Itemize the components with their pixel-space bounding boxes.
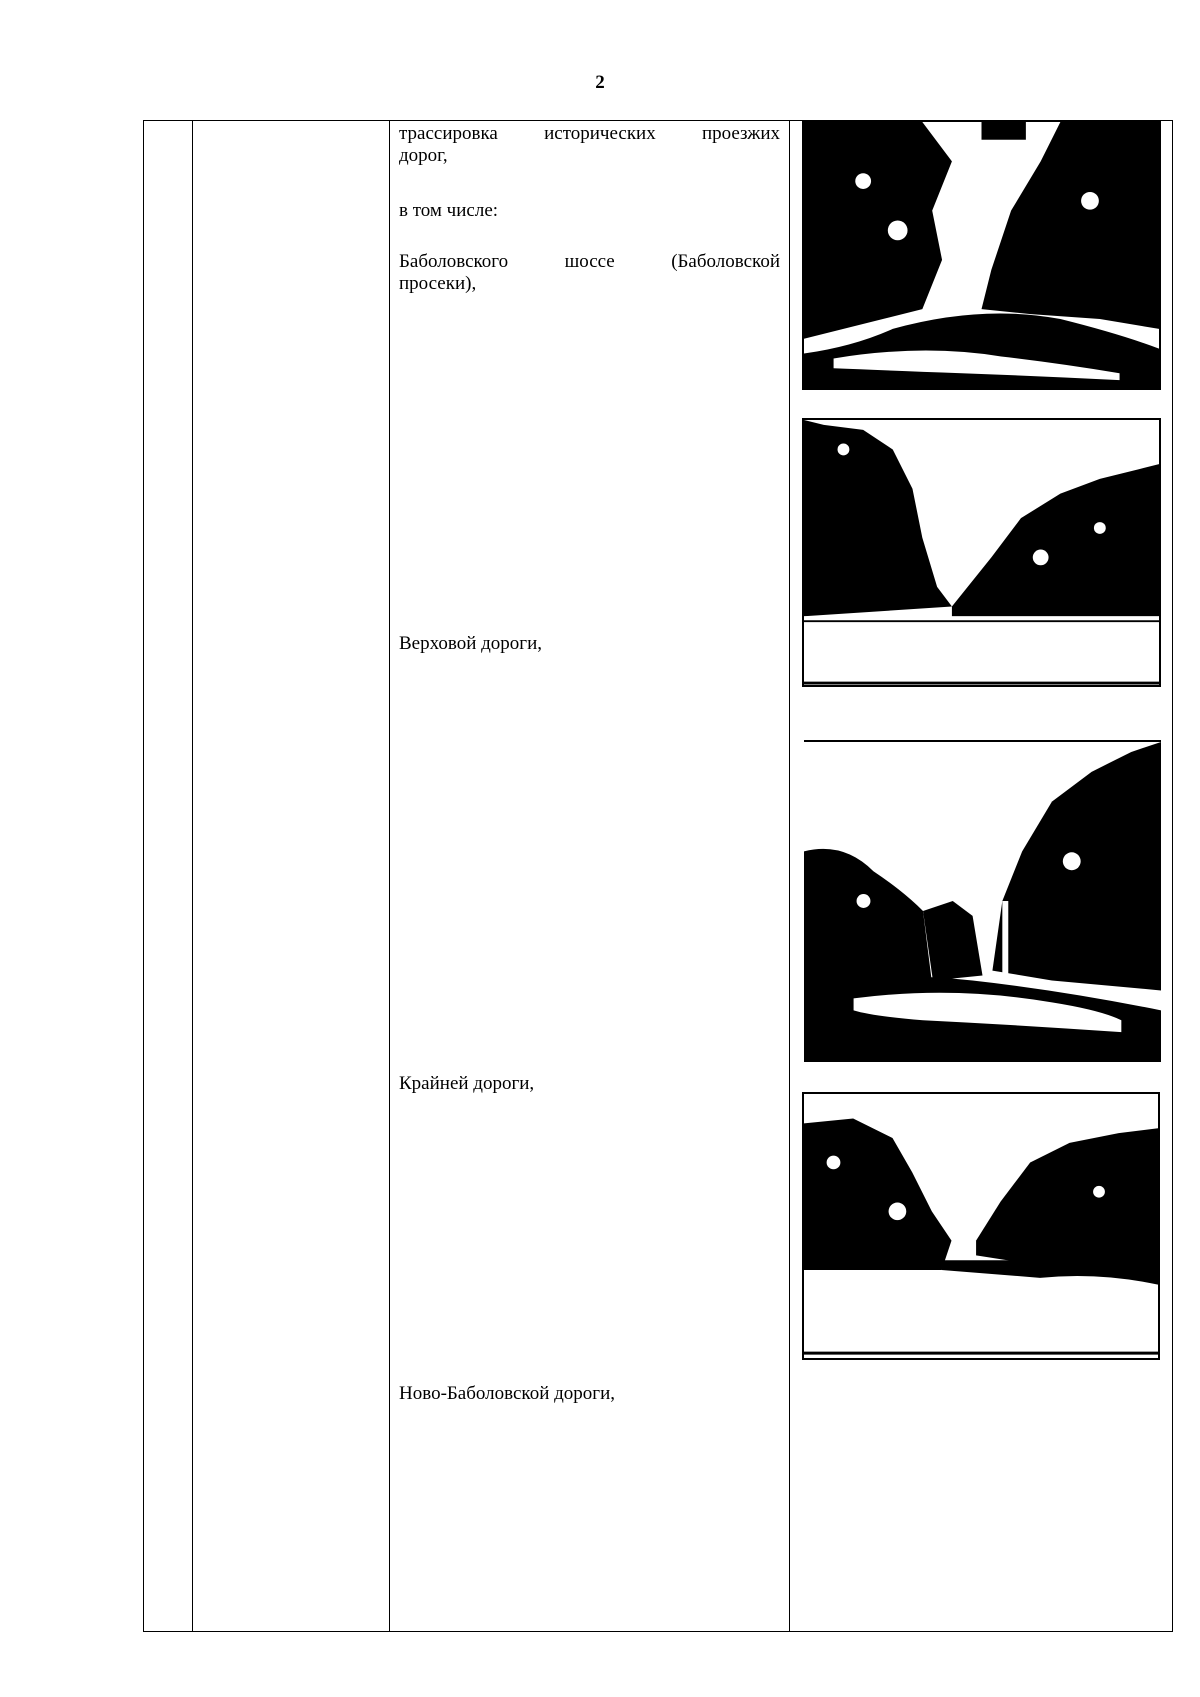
forest-road-photo-1	[802, 120, 1161, 390]
road-krainyaya: Крайней дороги,	[399, 1073, 535, 1094]
forest-road-photo-4	[802, 1092, 1160, 1360]
intro-line-1: трассировка исторических проезжих	[399, 123, 780, 144]
road-verkhovaya: Верховой дороги,	[399, 633, 543, 654]
including-text: в том числе:	[399, 200, 499, 221]
road-babolovskoe-line-1: Баболовского шоссе (Баболовской	[399, 251, 780, 272]
description-column	[399, 121, 780, 1631]
forest-road-photo-3	[804, 740, 1161, 1062]
intro-line-2: дорог,	[399, 145, 448, 166]
page-number: 2	[595, 72, 605, 93]
intro-paragraph	[399, 123, 780, 167]
road-novo-babolovskaya: Ново-Баболовской дороги,	[399, 1383, 615, 1404]
column-divider-3	[789, 121, 790, 1631]
column-divider-2	[389, 121, 390, 1631]
forest-road-photo-2	[802, 418, 1161, 687]
column-divider-1	[192, 121, 193, 1631]
road-babolovskoe-line-2: просеки),	[399, 273, 477, 294]
road-babolovskoe-paragraph	[399, 251, 780, 295]
